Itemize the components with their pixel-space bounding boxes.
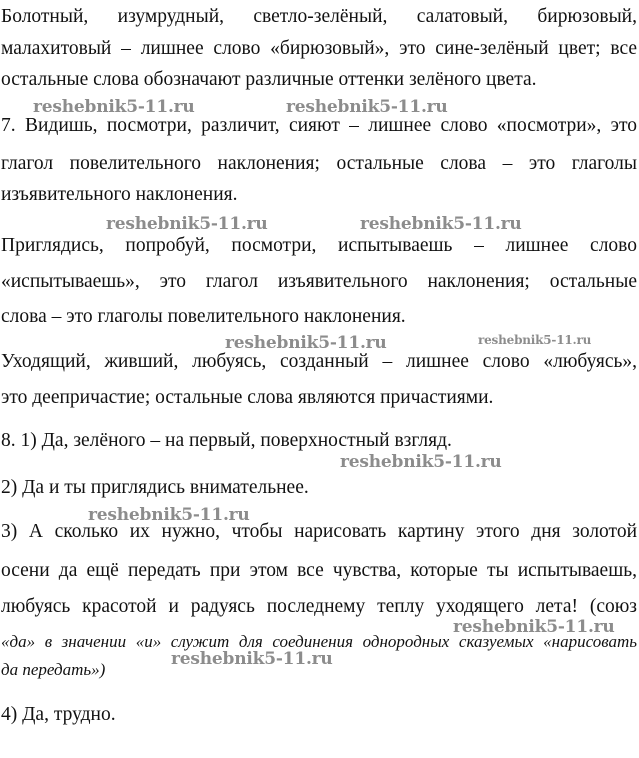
watermark: reshebnik5-11.ru bbox=[106, 214, 268, 234]
text-line-17: «да» в значении «и» служит для соединения однородных сказуемых «нарисовать bbox=[1, 632, 637, 651]
watermark: reshebnik5-11.ru bbox=[340, 452, 502, 472]
text-line-11: это деепричастие; остальные слова являются причастиями. bbox=[1, 387, 494, 408]
text-line-7: Приглядись, попробуй, посмотри, испытываешь – лишнее слово bbox=[1, 235, 637, 256]
text-line-16: любуясь красотой и радуясь последнему теплу уходящего лета! (союз bbox=[1, 596, 637, 617]
text-line-1: Болотный, изумрудный, светло-зелёный, салатовый, бирюзовый, bbox=[1, 6, 637, 27]
watermark: reshebnik5-11.ru bbox=[88, 505, 250, 525]
text-line-3: остальные слова обозначают различные оттенки зелёного цвета. bbox=[1, 69, 537, 90]
text-line-12: 8. 1) Да, зелёного – на первый, поверхностный взгляд. bbox=[1, 430, 452, 451]
text-line-6: изъявительного наклонения. bbox=[1, 184, 238, 205]
watermark: reshebnik5-11.ru bbox=[171, 649, 333, 669]
text-line-4: 7. Видишь, посмотри, различит, сияют – лишнее слово «посмотри», это bbox=[1, 115, 637, 136]
text-line-9: слова – это глаголы повелительного наклонения. bbox=[1, 306, 406, 327]
text-line-10: Уходящий, живший, любуясь, созданный – лишнее слово «любуясь», bbox=[1, 351, 637, 372]
watermark: reshebnik5-11.ru bbox=[286, 97, 448, 117]
watermark: reshebnik5-11.ru bbox=[360, 214, 522, 234]
text-line-14: 3) А сколько их нужно, чтобы нарисовать картину этого дня золотой bbox=[1, 521, 637, 542]
watermark: reshebnik5-11.ru bbox=[33, 97, 195, 117]
watermark: reshebnik5-11.ru bbox=[453, 617, 615, 637]
text-line-8: «испытываешь», это глагол изъявительного наклонения; остальные bbox=[1, 271, 637, 292]
watermark: reshebnik5-11.ru bbox=[478, 333, 592, 347]
text-line-13: 2) Да и ты приглядись внимательнее. bbox=[1, 477, 309, 498]
watermark: reshebnik5-11.ru bbox=[225, 333, 387, 353]
text-line-18: да передать») bbox=[1, 660, 106, 679]
text-line-5: глагол повелительного наклонения; остальные слова – это глаголы bbox=[1, 153, 637, 174]
text-line-15: осени да ещё передать при этом все чувства, которые ты испытываешь, bbox=[1, 560, 637, 581]
text-line-2: малахитовый – лишнее слово «бирюзовый», это сине-зелёный цвет; все bbox=[1, 38, 637, 59]
text-line-19: 4) Да, трудно. bbox=[1, 704, 116, 725]
